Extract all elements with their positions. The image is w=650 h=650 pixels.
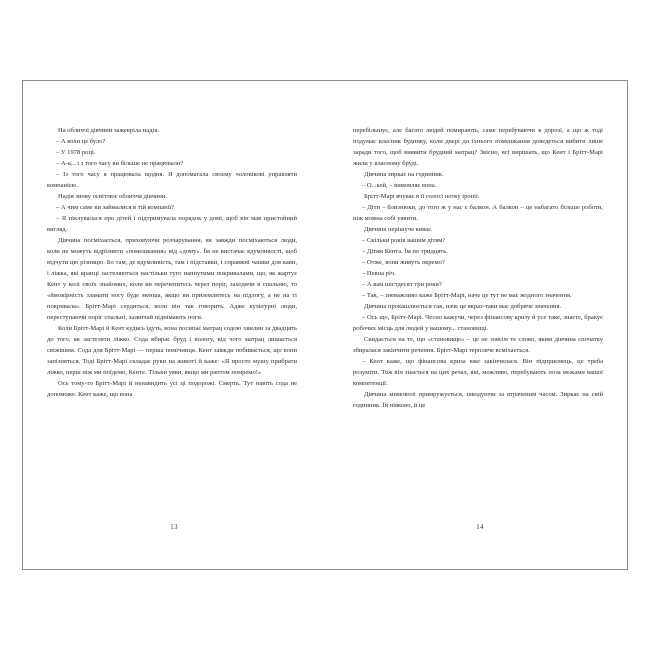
paragraph: – Отже, вони живуть окремо? [362,259,445,267]
paragraph: Дівчина посміхається, приховуючи розчарування, як завжди посміхаються люди, коли не можуть відрізнити «помешкання» від «дому». Їм не вистачає вдумливості, щоб відчути цю різницю. Бо там, де вдумливість, там і підставки, і справжні чашки для кави, і ліжка, які вранці застеляються настільки туго напнутими покривалами, що, як жартує Кент у колі своїх знайомих, коли ви перечепитесь через поріг, заходячи в спальню, то «ймовірність зламати ногу буде менша, якщо ви приземлитесь на підлогу, а не на ті покривала». Брітт-Марі сердиться, коли він так говорить. Адже культурні люди, переступаючи поріг спальні, зазвичай піднімають ноги. [47,237,297,322]
paragraph: – Я піклувалася про дітей і підтримувала порядок у домі, щоб він мав пристойний вигляд. [47,215,297,234]
paragraph: – А чим саме ви займалися в тій компанії? [56,204,175,212]
paragraph: Ось тому-то Брітт-Марі й ненавидить усі ці подорожі. Смерть. Тут навіть сода не допоможе. Кент каже, що вона [47,380,297,399]
paragraph: Дівчина нерішуче киває. [364,226,433,234]
paragraph: Скидається на те, що «становище» – це не зовсім те слово, яким дівчина спочатку збиралася закінчити речення. Брітт-Марі терпляче всміхається. [353,336,603,355]
paragraph: Брітт-Марі вчуває в її голосі нотку іронії. [364,193,480,201]
paragraph: – А коли це було? [56,138,106,146]
paragraph: – А вам шістдесят три роки? [362,281,442,289]
paragraph: – О...кей, – вимовляє вона. [362,182,437,190]
paragraph: – А-а... і з того часу ви більше не працювали? [56,160,184,168]
paragraph: Дівчина мимоволі примружується, шкодуючи за втраченим часом. Зиркає на свій годинник. Їй ніяково, й це [353,391,603,410]
paragraph: – Скільки років вашим дітям? [362,237,446,245]
page-left-textblock [47,125,297,400]
page-left [23,81,325,569]
page-left-folio: 13 [170,523,178,531]
page-right-folio: 14 [476,523,484,531]
page-right [325,81,627,569]
paragraph: – Діти – близнюки, до того ж у нас є балкон. А балкон – це набагато більше роботи, ніж можна собі уявити. [353,204,603,223]
paragraph: – Певна річ. [362,270,396,278]
paragraph: На обличчі дівчини зажевріла надія. [58,127,159,134]
paragraph: Дівчина прокашлюється так, наче це якраз-таки має добряче значення. [364,303,562,311]
paragraph: – Дітям Кента. Їм по тридцять. [362,248,448,256]
page-right-textblock [353,125,603,411]
paragraph: Коли Брітт-Марі й Кент кудись їдуть, вона посипає матрац содою хвилин за двадцять до того, як застеляти ліжко. Сода вбирає бруд і вологу, від чого матрац лишається свіжішим. Сода для Брітт-Марі — перша помічниця. Кент завжди побивається, що вони запізняться. Тоді Брітт-Марі складає руки на животі й каже: «Я просто мушу прибрати ліжко, перш ніж ми поїдемо, Кенте. Тільки уяви, якщо ми раптом помремо!» [47,325,297,377]
paragraph: – Із того часу я працювала щодня. Я допомагала своєму чоловікові управляти компанією. [47,171,297,190]
book-spread [22,80,628,570]
paragraph: Дівчина зиркає на годинник. [364,171,444,179]
paragraph: – Ось що, Брітт-Марі. Чесно кажучи, через фінансову кризу й усе таке, знаєте, бракує робочих місць для людей у вашому... становищі. [353,314,603,333]
paragraph: Надія знову освітлює обличчя дівчини. [58,193,168,201]
paragraph: перебільшує, але багато людей помирають, саме перебуваючи в дорозі, а що ж тоді подумає власник будинку, коли двері до їхнього помешкання доведеться вибити лише заради того, щоб виявити брудний матрац? Звісно, всі вирішать, що Кент і Брітт-Марі жили у власному бруді. [353,127,603,168]
paragraph: – Так, – зневажливо каже Брітт-Марі, наче це тут не має жодного значення. [362,292,572,300]
paragraph: – У 1978 році. [56,149,96,157]
paragraph: – Кент каже, що фінансова криза вже закінчилася. Він підприємець, це треба розуміти. Тож він знається на цих речах, які, можливо, перебувають поза межами вашої компетенції. [353,358,603,388]
